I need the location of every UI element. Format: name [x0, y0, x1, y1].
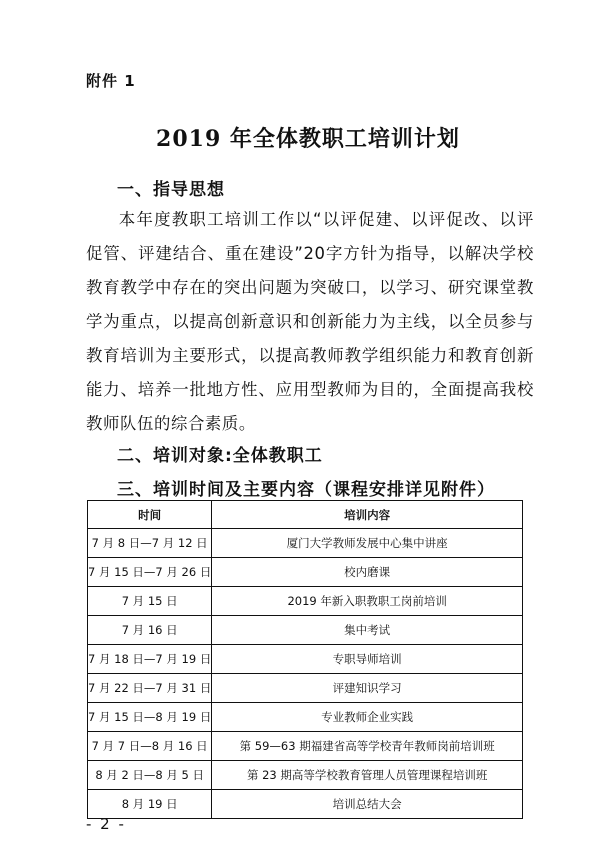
table-cell-content: 厦门大学教师发展中心集中讲座	[212, 529, 523, 558]
table-cell-content: 集中考试	[212, 616, 523, 645]
table-cell-time: 7 月 18 日—7 月 19 日	[88, 645, 212, 674]
table-cell-time: 8 月 19 日	[88, 790, 212, 819]
table-cell-content: 培训总结大会	[212, 790, 523, 819]
table-row	[88, 703, 523, 732]
table-cell-content: 专业教师企业实践	[212, 703, 523, 732]
table-cell-content: 第 59—63 期福建省高等学校青年教师岗前培训班	[212, 732, 523, 761]
table-cell-content: 评建知识学习	[212, 674, 523, 703]
section-heading-guiding-thought: 一、指导思想	[117, 180, 225, 200]
training-schedule-table	[87, 500, 523, 819]
table-cell-content: 第 23 期高等学校教育管理人员管理课程培训班	[212, 761, 523, 790]
table-cell-time: 8 月 2 日—8 月 5 日	[88, 761, 212, 790]
table-body	[88, 529, 523, 819]
table-cell-time: 7 月 15 日—8 月 19 日	[88, 703, 212, 732]
table-cell-time: 7 月 15 日—7 月 26 日	[88, 558, 212, 587]
table-row	[88, 529, 523, 558]
table-cell-time: 7 月 7 日—8 月 16 日	[88, 732, 212, 761]
table-header-content: 培训内容	[212, 501, 523, 529]
table-row	[88, 587, 523, 616]
table-row	[88, 616, 523, 645]
table-row	[88, 674, 523, 703]
table-row	[88, 645, 523, 674]
table-cell-time: 7 月 15 日	[88, 587, 212, 616]
page-number: - 2 -	[86, 815, 126, 833]
table-row	[88, 732, 523, 761]
table-cell-time: 7 月 16 日	[88, 616, 212, 645]
table-cell-time: 7 月 8 日—7 月 12 日	[88, 529, 212, 558]
table-cell-time: 7 月 22 日—7 月 31 日	[88, 674, 212, 703]
section-heading-training-target: 二、培训对象:全体教职工	[117, 446, 323, 466]
table-cell-content: 专职导师培训	[212, 645, 523, 674]
attachment-label: 附件 1	[86, 72, 136, 90]
table-cell-content: 2019 年新入职教职工岗前培训	[212, 587, 523, 616]
section-heading-training-schedule: 三、培训时间及主要内容（课程安排详见附件）	[117, 480, 495, 500]
table-row	[88, 790, 523, 819]
document-title: 2019 年全体教职工培训计划	[156, 126, 460, 152]
table-cell-content: 校内磨课	[212, 558, 523, 587]
section-body-guiding-thought: 本年度教职工培训工作以“以评促建、以评促改、以评促管、评建结合、重在建设”20字方针为指导，以解决学校教育教学中存在的突出问题为突破口，以学习、研究课堂教学为重点，以提高创新意识和创新能力为主线，以全员参与教育培训为主要形式，以提高教师教学组织能力和教育创新能力、培养一批地方性、应用型教师为目的，全面提高我校教师队伍的综合素质。	[86, 210, 534, 433]
table-header-row	[88, 501, 523, 529]
table-row	[88, 761, 523, 790]
table-header-time: 时间	[88, 501, 212, 529]
table-row	[88, 558, 523, 587]
